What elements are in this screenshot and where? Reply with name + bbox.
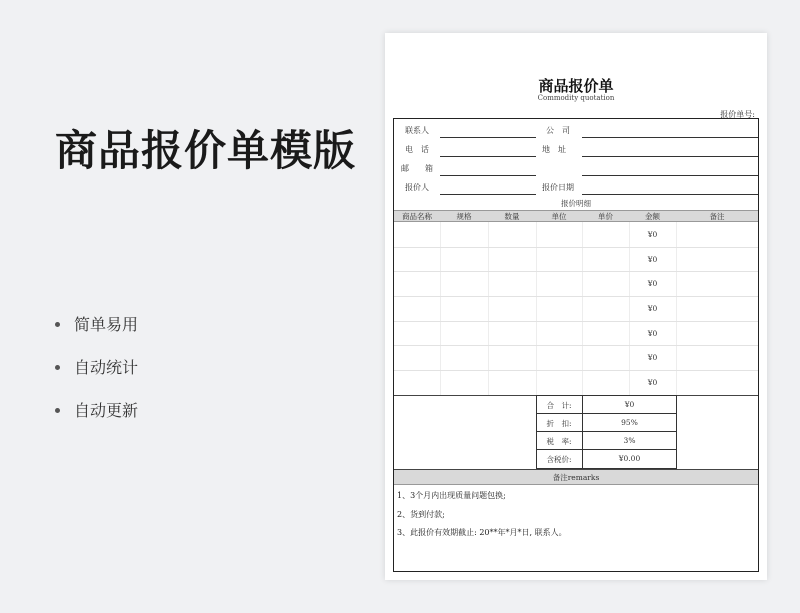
feature-list bbox=[55, 312, 138, 441]
company-label: 公 司 bbox=[546, 126, 570, 135]
amount-cell: ¥0 bbox=[647, 279, 658, 288]
grid-line bbox=[394, 271, 758, 272]
amount-cell: ¥0 bbox=[647, 255, 658, 264]
amount-cell: ¥0 bbox=[647, 353, 658, 362]
hero-title: 商品报价单模版 bbox=[55, 126, 357, 175]
quotation-form bbox=[393, 118, 759, 572]
note-item: 1、3个月内出现质量问题包换; bbox=[397, 491, 506, 500]
phone-field[interactable] bbox=[440, 156, 536, 157]
grid-line bbox=[394, 370, 758, 371]
column-header: 备注 bbox=[709, 212, 725, 221]
feature-item: 自动统计 bbox=[55, 355, 138, 398]
summary-divider bbox=[536, 449, 677, 450]
amount-cell: ¥0 bbox=[647, 230, 658, 239]
quote-date-label: 报价日期 bbox=[542, 183, 574, 192]
bullet-icon bbox=[55, 365, 60, 370]
blank-field[interactable] bbox=[582, 175, 758, 176]
address-field[interactable] bbox=[582, 156, 758, 157]
note-item: 2、货到付款; bbox=[397, 510, 445, 519]
document-subtitle: Commodity quotation bbox=[537, 94, 615, 102]
total-label: 合 计: bbox=[546, 401, 572, 410]
email-label: 邮 箱 bbox=[401, 164, 433, 173]
tax-rate-value: 3% bbox=[623, 436, 636, 445]
column-header: 规格 bbox=[456, 212, 472, 221]
total-value: ¥0 bbox=[624, 400, 635, 409]
quoter-field[interactable] bbox=[440, 194, 536, 195]
tax-included-value: ¥0.00 bbox=[618, 454, 641, 463]
amount-cell: ¥0 bbox=[647, 304, 658, 313]
grid-line bbox=[394, 247, 758, 248]
quote-number-label: 报价单号: bbox=[720, 110, 755, 119]
contact-label: 联系人 bbox=[405, 126, 429, 135]
bullet-icon bbox=[55, 322, 60, 327]
summary-divider bbox=[536, 431, 677, 432]
tax-included-label: 含税价: bbox=[546, 455, 572, 464]
grid-line bbox=[394, 345, 758, 346]
grid-line bbox=[394, 296, 758, 297]
bullet-icon bbox=[55, 408, 60, 413]
summary-divider bbox=[536, 413, 677, 414]
detail-label: 报价明细 bbox=[561, 199, 591, 208]
phone-label: 电 话 bbox=[405, 145, 429, 154]
column-header: 单价 bbox=[598, 212, 613, 221]
column-header: 金额 bbox=[645, 212, 660, 221]
document-title: 商品报价单 bbox=[538, 77, 614, 95]
company-field[interactable] bbox=[582, 137, 758, 138]
feature-item: 自动更新 bbox=[55, 398, 138, 441]
contact-field[interactable] bbox=[440, 137, 536, 138]
address-label: 地 址 bbox=[542, 145, 566, 154]
amount-cell: ¥0 bbox=[647, 378, 658, 387]
amount-cell: ¥0 bbox=[647, 329, 658, 338]
discount-value: 95% bbox=[621, 418, 638, 427]
feature-item: 简单易用 bbox=[55, 312, 138, 355]
column-header: 单位 bbox=[551, 212, 567, 221]
quotation-document bbox=[385, 33, 767, 580]
discount-label: 折 扣: bbox=[546, 419, 572, 428]
remarks-label: 备注remarks bbox=[552, 473, 600, 482]
column-header: 数量 bbox=[504, 212, 520, 221]
note-item: 3、此报价有效期截止: 20**年*月*日, 联系人。 bbox=[397, 528, 567, 537]
tax-rate-label: 税 率: bbox=[546, 437, 572, 446]
grid-line bbox=[394, 321, 758, 322]
column-header: 商品名称 bbox=[402, 212, 432, 221]
email-field[interactable] bbox=[440, 175, 536, 176]
quoter-label: 报价人 bbox=[405, 183, 429, 192]
quote-date-field[interactable] bbox=[582, 194, 758, 195]
